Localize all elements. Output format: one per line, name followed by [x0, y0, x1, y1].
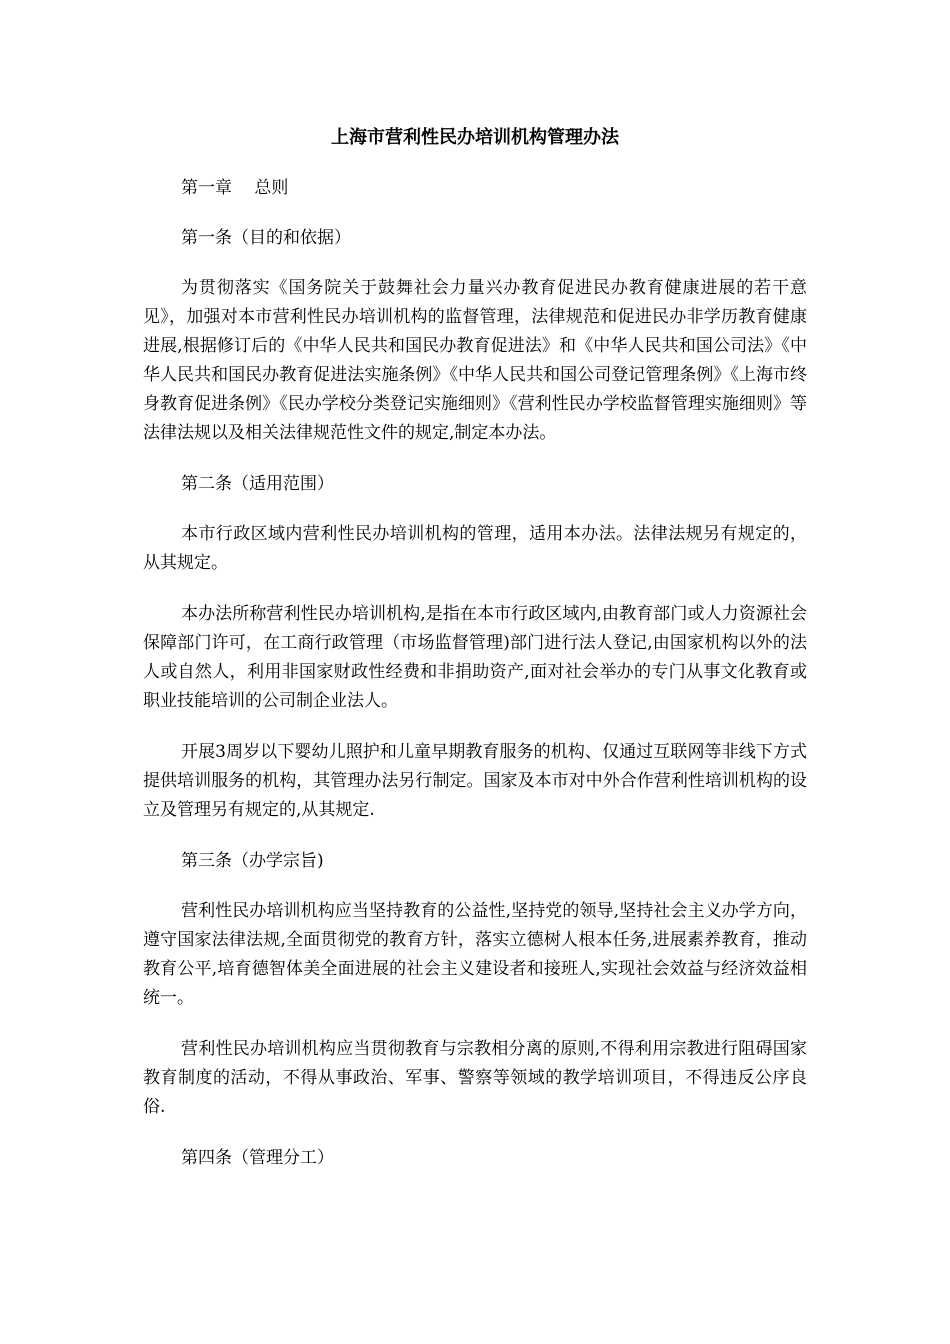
article-heading: 第三条（办学宗旨)	[181, 851, 324, 871]
paragraph: 本办法所称营利性民办培训机构,是指在本市行政区域内,由教育部门或人力资源社会保障部门许可，在工商行政管理（市场监督管理)部门进行法人登记,由国家机构以外的法人或自然人，利用非国家财政性经费和非捐助资产,面对社会举办的专门从事文化教育或职业技能培训的公司制企业法人。	[143, 604, 807, 711]
article-heading: 第二条（适用范围）	[181, 474, 334, 494]
document-title: 上海市营利性民办培训机构管理办法	[331, 127, 619, 148]
paragraph: 营利性民办培训机构应当坚持教育的公益性,坚持党的领导,坚持社会主义办学方向，遵守国家法律法规,全面贯彻党的教育方针，落实立德树人根本任务,进展素养教育，推动教育公平,培育德智体美全面进展的社会主义建设者和接班人,实现社会效益与经济效益相统一。	[143, 901, 807, 1008]
article-heading: 第四条（管理分工）	[181, 1148, 334, 1168]
paragraph: 本市行政区域内营利性民办培训机构的管理，适用本办法。法律法规另有规定的，从其规定。	[143, 524, 807, 573]
chapter-heading: 第一章 总则	[181, 178, 289, 198]
article-heading: 第一条（目的和依据）	[181, 228, 351, 248]
document-body	[143, 124, 807, 1194]
paragraph: 为贯彻落实《国务院关于鼓舞社会力量兴办教育促进民办教育健康进展的若干意见》，加强对本市营利性民办培训机构的监督管理，法律规范和促进民办非学历教育健康进展,根据修订后的《中华人民共和国民办教育促进法》和《中华人民共和国公司法》《中华人民共和国民办教育促进法实施条例》《中华人民共和国公司登记管理条例》《上海市终身教育促进条例》《民办学校分类登记实施细则》《营利性民办学校监督管理实施细则》等法律法规以及相关法律规范性文件的规定,制定本办法。	[143, 278, 807, 443]
paragraph: 营利性民办培训机构应当贯彻教育与宗教相分离的原则,不得利用宗教进行阻碍国家教育制度的活动，不得从事政治、军事、警察等领域的教学培训项目，不得违反公序良俗.	[143, 1039, 807, 1117]
paragraph: 开展3周岁以下婴幼儿照护和儿童早期教育服务的机构、仅通过互联网等非线下方式提供培训服务的机构，其管理办法另行制定。国家及本市对中外合作营利性培训机构的设立及管理另有规定的,从其规定.	[143, 742, 807, 820]
